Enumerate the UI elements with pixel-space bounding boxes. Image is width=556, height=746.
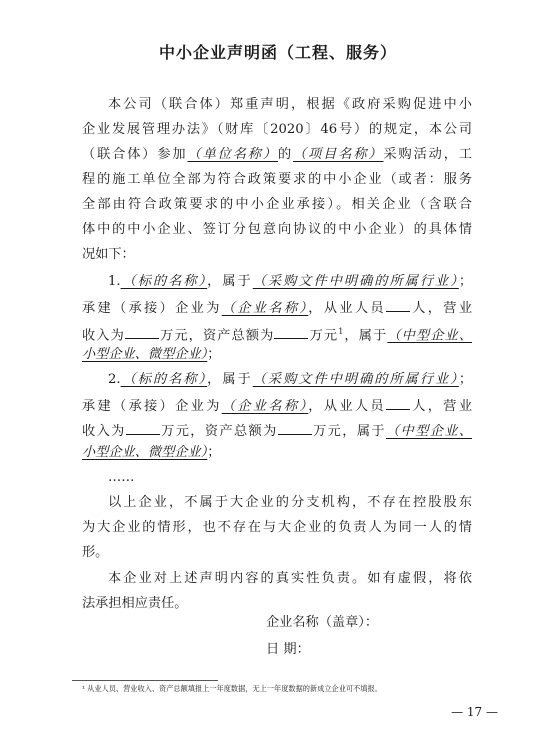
placeholder-field: （标的名称）	[120, 274, 208, 289]
page-number: — 17 —	[451, 705, 498, 719]
placeholder-field: 小型企业、微型企业）	[82, 347, 208, 362]
text-run: 形。	[82, 545, 109, 560]
text-run: ，属于	[207, 372, 253, 387]
fill-in-blank	[126, 421, 160, 435]
text-run: ；	[458, 274, 473, 289]
body-line	[82, 444, 472, 462]
placeholder-field: （单位名称）	[187, 147, 278, 162]
text-run: 万元，属于	[311, 424, 386, 439]
text-run: ，属于	[343, 328, 388, 344]
text-run: 况如下：	[82, 247, 135, 262]
body-line	[82, 171, 472, 189]
text-run: ，属于	[207, 274, 253, 289]
body-line	[82, 396, 472, 416]
placeholder-field: （项目名称）	[293, 147, 384, 162]
text-run: 以上企业，不属于大企业的分支机构，不存在控股股东	[108, 495, 472, 510]
text-run: 收入为	[82, 328, 125, 344]
body-line	[82, 221, 472, 239]
text-run: 本企业对上述声明内容的真实性负责。如有虚假，将依	[108, 571, 472, 586]
footnote-divider	[72, 680, 218, 681]
body-line	[82, 371, 472, 389]
body-line	[82, 570, 472, 588]
text-run: 收入为	[82, 424, 126, 439]
text-run: ……	[108, 470, 135, 485]
text-run: ，从业人员	[308, 301, 386, 316]
text-run: 本公司（联合体）郑重声明，根据《政府采购促进中小	[108, 97, 472, 112]
text-run: ；	[458, 372, 473, 387]
footnote: ¹ 从业人员、营业收入、资产总额填报上一年度数据，无上一年度数据的新成立企业可不填报。	[82, 684, 382, 693]
fill-in-blank	[125, 325, 159, 339]
text-run: 承建（承接）企业为	[82, 301, 222, 316]
placeholder-field: 小型企业、微型企业）	[82, 445, 208, 460]
page-title: 中小企业声明函（工程、服务）	[158, 43, 397, 62]
text-run: 1.	[108, 274, 121, 289]
body-line	[82, 323, 472, 345]
text-run: 万元，资产总额为	[159, 424, 278, 439]
placeholder-field: （采购文件中明确的所属行业）	[252, 274, 459, 289]
text-run: ；	[207, 347, 221, 362]
footnote-marker: 1	[338, 327, 344, 336]
text-run: 全部由符合政策要求的中小企业承接）。相关企业（含联合	[82, 197, 472, 212]
text-run: ；	[207, 445, 221, 460]
body-line	[82, 96, 472, 114]
body-line	[82, 146, 472, 164]
fill-in-blank	[274, 325, 308, 339]
text-run: 采购活动，工	[383, 147, 473, 162]
body-line	[82, 421, 472, 441]
text-run: 的	[277, 147, 294, 162]
date-label: 日 期：	[266, 642, 310, 657]
placeholder-field: （企业名称）	[221, 399, 309, 414]
body-line	[82, 469, 472, 487]
placeholder-field: （企业名称）	[221, 301, 309, 316]
text-run: 人，营业	[409, 399, 473, 414]
text-run: 体中的中小企业、签订分包意向协议的中小企业）的具体情	[82, 222, 472, 237]
text-run: 法承担相应责任。	[82, 596, 188, 611]
body-line	[82, 346, 472, 364]
text-run: 程的施工单位全部为符合政策要求的中小企业（或者：服务	[82, 172, 472, 187]
body-line	[82, 246, 472, 264]
body-line	[82, 544, 472, 562]
placeholder-field: （采购文件中明确的所属行业）	[252, 372, 459, 387]
body-line	[82, 494, 472, 512]
placeholder-field: （中型企业、	[385, 424, 473, 439]
body-line	[82, 273, 472, 291]
text-run: 企业发展管理办法》（财库〔2020〕46号）的规定，本公司	[82, 122, 472, 137]
fill-in-blank	[386, 396, 410, 410]
text-run: ，从业人员	[308, 399, 386, 414]
fill-in-blank	[278, 421, 312, 435]
body-line	[82, 196, 472, 214]
body-line	[82, 519, 472, 537]
placeholder-field: （标的名称）	[120, 372, 208, 387]
text-run: 万元，资产总额为	[158, 328, 275, 344]
fill-in-blank	[386, 298, 410, 312]
text-run: 人，营业	[409, 301, 473, 316]
body-line	[82, 121, 472, 139]
body-line	[82, 298, 472, 318]
text-run: 2.	[108, 372, 121, 387]
text-run: 为大企业的情形，也不存在与大企业的负责人为同一人的情	[82, 520, 472, 535]
text-run: 万元	[308, 328, 339, 344]
text-run: 承建（承接）企业为	[82, 399, 222, 414]
placeholder-field: （中型企业、	[387, 328, 473, 344]
text-run: （联合体）参加	[82, 147, 188, 162]
company-name-seal-label: 企业名称（盖章）：	[266, 615, 379, 630]
